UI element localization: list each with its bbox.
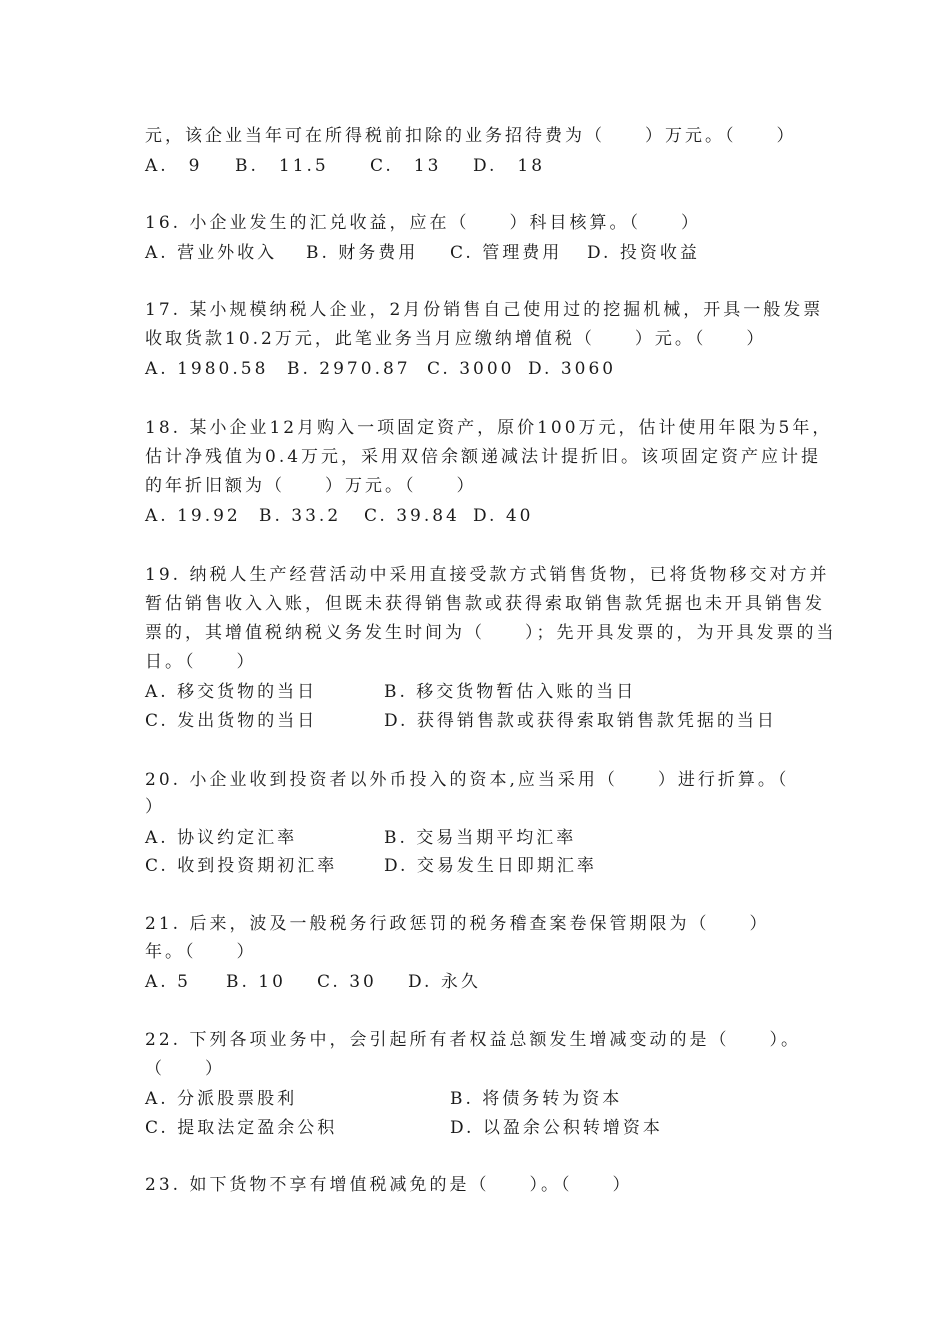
question-22-stem-line: （ ） (145, 1059, 225, 1079)
question-15-option-d: D. 18 (473, 156, 546, 176)
question-17-option-b: B. 2970.87 (287, 359, 411, 379)
question-16-option-b: B. 财务费用 (306, 243, 419, 263)
question-23-stem-line: 23. 如下货物不享有增值税减免的是（ ）。（ ） (145, 1175, 633, 1195)
question-17-stem-line: 17. 某小规模纳税人企业，2月份销售自己使用过的挖掘机械，开具一般发票 (145, 300, 824, 320)
question-16-option-a: A. 营业外收入 (145, 243, 278, 263)
question-20-stem-line: ） (145, 797, 165, 817)
question-21-option-a: A. 5 (145, 972, 191, 992)
question-16-option-c: C. 管理费用 (450, 243, 563, 263)
question-20-option-c: C. 收到投资期初汇率 (145, 856, 338, 876)
question-22-option-c: C. 提取法定盈余公积 (145, 1118, 338, 1138)
question-22-stem-line: 22. 下列各项业务中，会引起所有者权益总额发生增减变动的是（ ）。 (145, 1030, 801, 1050)
question-19-stem-line: 19. 纳税人生产经营活动中采用直接受款方式销售货物，已将货物移交对方并 (145, 565, 830, 585)
question-17-option-a: A. 1980.58 (145, 359, 269, 379)
question-21-stem-line: 21. 后来，波及一般税务行政惩罚的税务稽查案卷保管期限为（ ） (145, 914, 770, 934)
question-20-option-a: A. 协议约定汇率 (145, 828, 298, 848)
question-17-option-c: C. 3000 (427, 359, 515, 379)
question-21-option-c: C. 30 (317, 972, 377, 992)
question-17-stem-line: 收取货款10.2万元，此笔业务当月应缴纳增值税（ ）元。（ ） (145, 329, 767, 349)
question-15-option-c: C. 13 (370, 156, 442, 176)
question-22-option-a: A. 分派股票股利 (145, 1089, 298, 1109)
question-15-option-b: B. 11.5 (235, 156, 329, 176)
question-20-stem-line: 20. 小企业收到投资者以外币投入的资本,应当采用（ ）进行折算。（ (145, 770, 790, 790)
question-20-option-b: B. 交易当期平均汇率 (384, 828, 577, 848)
question-19-option-c: C. 发出货物的当日 (145, 711, 318, 731)
question-21-option-b: B. 10 (226, 972, 286, 992)
question-19-stem-line: 日。（ ） (145, 652, 257, 672)
question-18-option-b: B. 33.2 (259, 506, 342, 526)
question-19-option-b: B. 移交货物暂估入账的当日 (384, 682, 637, 702)
question-15-option-a: A. 9 (145, 156, 203, 176)
question-16-option-d: D. 投资收益 (587, 243, 700, 263)
question-19-option-a: A. 移交货物的当日 (145, 682, 318, 702)
question-19-stem-line: 票的，其增值税纳税义务发生时间为（ ）；先开具发票的，为开具发票的当 (145, 623, 837, 643)
question-18-option-d: D. 40 (473, 506, 534, 526)
question-17-option-d: D. 3060 (528, 359, 617, 379)
question-18-stem-line: 估计净残值为0.4万元，采用双倍余额递减法计提折旧。该项固定资产应计提 (145, 447, 822, 467)
question-22-option-d: D. 以盈余公积转增资本 (450, 1118, 663, 1138)
question-21-stem-line: 年。（ ） (145, 942, 257, 962)
question-18-option-c: C. 39.84 (364, 506, 460, 526)
question-18-stem-line: 的年折旧额为（ ）万元。（ ） (145, 476, 477, 496)
question-16-stem-line: 16. 小企业发生的汇兑收益，应在（ ）科目核算。（ ） (145, 213, 701, 233)
question-15-stem-line: 元，该企业当年可在所得税前扣除的业务招待费为（ ）万元。（ ） (145, 126, 797, 146)
question-21-option-d: D. 永久 (408, 972, 481, 992)
question-19-option-d: D. 获得销售款或获得索取销售款凭据的当日 (384, 711, 777, 731)
question-20-option-d: D. 交易发生日即期汇率 (384, 856, 597, 876)
question-18-option-a: A. 19.92 (145, 506, 241, 526)
question-18-stem-line: 18. 某小企业12月购入一项固定资产，原价100万元，估计使用年限为5年， (145, 418, 833, 438)
question-22-option-b: B. 将债务转为资本 (450, 1089, 623, 1109)
question-19-stem-line: 暂估销售收入入账，但既未获得销售款或获得索取销售款凭据也未开具销售发 (145, 594, 825, 614)
